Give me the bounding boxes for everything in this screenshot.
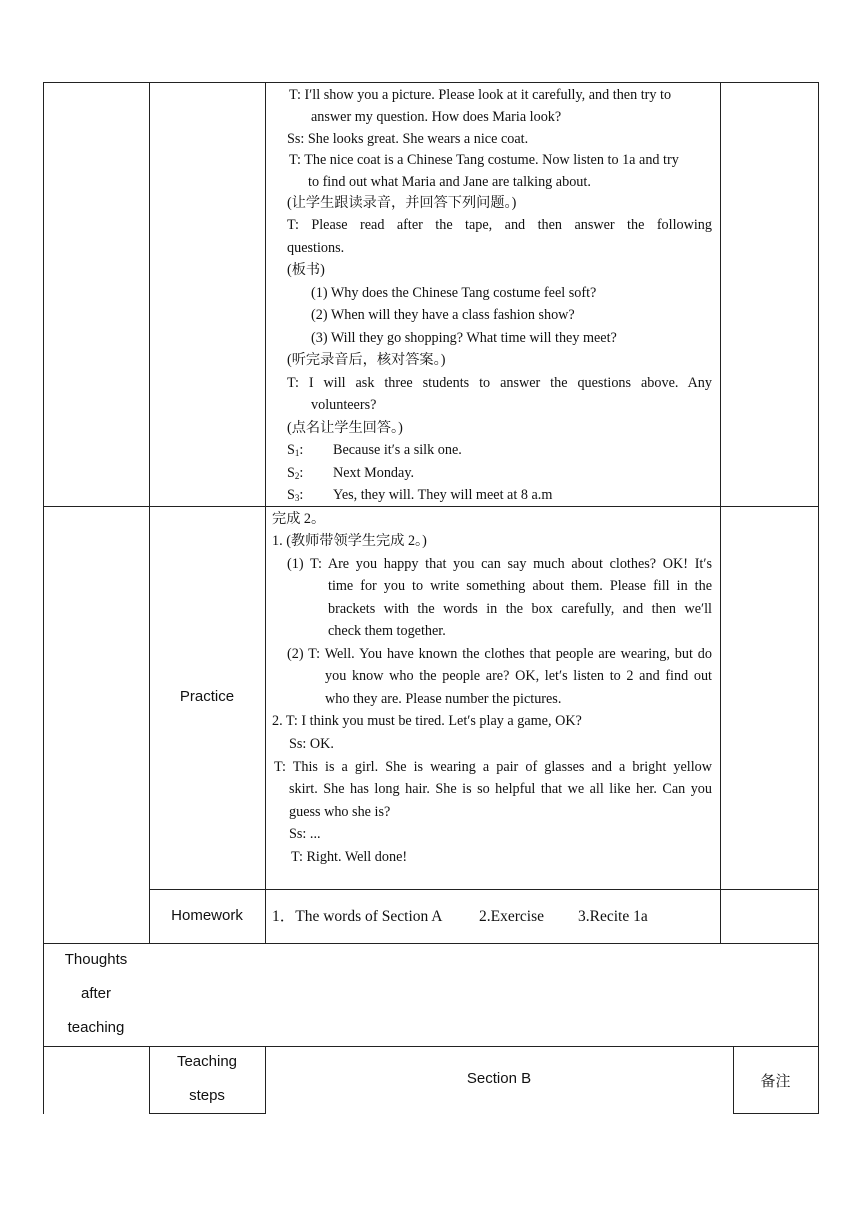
practice-line: Ss: OK. [289, 736, 334, 752]
answer-speaker: $S_1$: [287, 442, 304, 458]
section-title: Section B [466, 1070, 532, 1087]
row1-line: (让学生跟读录音，并回答下列问题。) [287, 195, 517, 211]
rule-right-edge [818, 82, 819, 1114]
row1-line: T: Please read after the tape, and then answer the following [287, 217, 712, 233]
practice-line: who they are. Please number the pictures. [325, 691, 562, 707]
homework-item: 2.Exercise [479, 908, 544, 925]
row1-line: volunteers? [311, 397, 377, 413]
row1-line: questions. [287, 240, 345, 256]
row1-question: (2) When will they have a class fashion show? [311, 307, 575, 323]
answer-text: Because it′s a silk one. [333, 442, 462, 458]
row1-line: T: I′ll show you a picture. Please look at it carefully, and then try to [289, 87, 672, 103]
practice-line: (2) T: Well. You have known the clothes that people are wearing, but do [287, 646, 712, 662]
homework-item: 1．The words of Section A [272, 908, 443, 925]
answer-text: Yes, they will. They will meet at 8 a.m [333, 487, 553, 503]
thoughts-label-line: teaching [67, 1019, 125, 1036]
row1-line: answer my question. How does Maria look? [311, 109, 562, 125]
row1-question: (3) Will they go shopping? What time will they meet? [311, 330, 617, 346]
practice-line: 1. (教师带领学生完成 2。) [272, 533, 427, 549]
row1-question: (1) Why does the Chinese Tang costume feel soft? [311, 285, 597, 301]
row1-line: Ss: She looks great. She wears a nice coat. [287, 131, 529, 147]
rule-notes-bottom [733, 1113, 818, 1114]
practice-line: T: Right. Well done! [291, 849, 408, 865]
row1-line: (点名让学生回答。) [287, 420, 403, 436]
answer-text: Next Monday. [333, 465, 415, 481]
homework-item: 3.Recite 1a [578, 908, 648, 925]
practice-line: guess who she is? [289, 804, 391, 820]
teaching-steps-line: steps [189, 1087, 225, 1104]
practice-line: check them together. [328, 623, 446, 639]
rule-col3 [720, 82, 721, 944]
row1-line: (听完录音后，核对答案。) [287, 352, 446, 368]
rule-thoughts-bottom [43, 1046, 818, 1047]
row1-line: to find out what Maria and Jane are talking about. [308, 174, 591, 190]
rule-top [43, 82, 818, 83]
notes-header: 备注 [760, 1073, 791, 1090]
thoughts-label-line: after [80, 985, 111, 1002]
rule-practice-bottom [149, 889, 818, 890]
rule-homework-bottom [43, 943, 818, 944]
thoughts-label-line: Thoughts [64, 951, 128, 968]
practice-line: 2. T: I think you must be tired. Let′s play a game, OK? [272, 713, 582, 729]
practice-line: brackets with the words in the box carefully, and then we′ll [328, 601, 712, 617]
practice-line: time for you to write something about them. Please fill in the [328, 578, 712, 594]
rule-col1 [149, 82, 150, 944]
answer-speaker: $S_3$: [287, 487, 304, 503]
answer-speaker: $S_2$: [287, 465, 304, 481]
rule-steps-bottom [149, 1113, 265, 1114]
rule-col2 [265, 82, 266, 944]
practice-line: (1) T: Are you happy that you can say much about clothes? OK! It′s [287, 556, 712, 572]
teaching-steps-line: Teaching [176, 1053, 238, 1070]
row1-line: T: The nice coat is a Chinese Tang costume. Now listen to 1a and try [289, 152, 679, 168]
practice-line: skirt. She has long hair. She is so helpful that we all like her. Can you [289, 781, 712, 797]
row1-line: T: I will ask three students to answer the questions above. Any [287, 375, 712, 391]
practice-line: T: This is a girl. She is wearing a pair of glasses and a bright yellow [274, 759, 712, 775]
practice-line: 完成 2。 [272, 511, 326, 527]
row1-line: (板书) [287, 262, 325, 278]
practice-label: Practice [179, 688, 235, 705]
practice-line: Ss: ... [289, 826, 321, 842]
homework-label: Homework [171, 907, 243, 924]
practice-line: you know who the people are? OK, let′s listen to 2 and find out [325, 668, 712, 684]
